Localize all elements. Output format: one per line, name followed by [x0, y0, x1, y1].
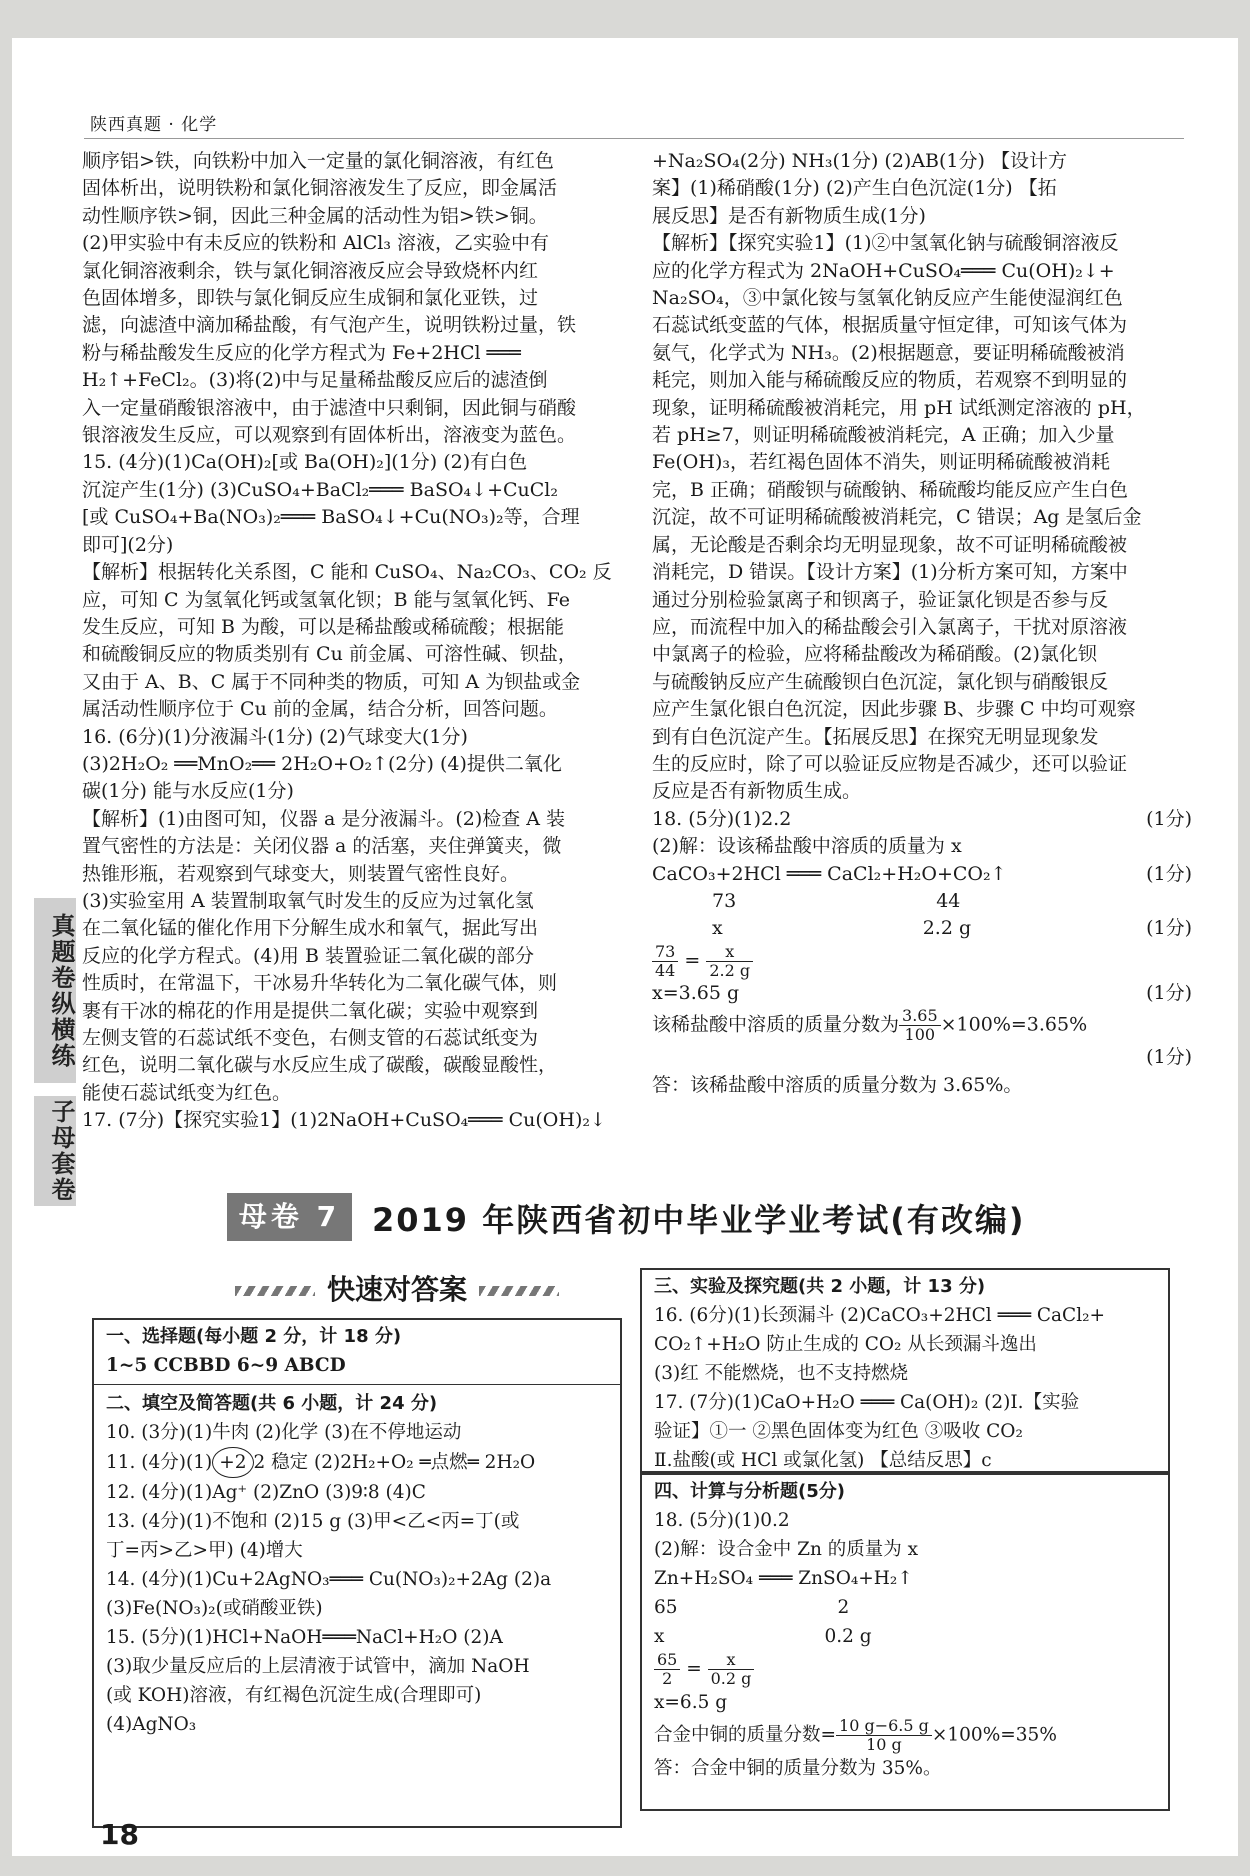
right-column-line: 应，而流程中加入的稀盐酸会引入氯离子，干扰对原溶液: [652, 615, 1128, 638]
answer-q10: 10. (3分)(1)牛肉 (2)化学 (3)在不停地运动: [106, 1422, 462, 1443]
q18-line2: (2)解：设该稀盐酸中溶质的质量为 x: [652, 835, 962, 858]
left-column-line: 发生反应，可知 B 为酸，可以是稀盐酸或稀硫酸；根据能: [82, 615, 565, 638]
left-column-line: 氯化铜溶液剩余，铁与氯化铜溶液反应会导致烧杯内红: [82, 259, 539, 282]
q18-equation: CaCO₃+2HCl ═══ CaCl₂+H₂O+CO₂↑: [652, 862, 1007, 885]
q18-points: (1分): [1146, 862, 1192, 885]
q18-mass-44: 44: [936, 889, 961, 912]
left-column-line: 和硫酸铜反应的物质类别有 Cu 前金属、可溶性碱、钡盐，: [82, 643, 577, 666]
q18-points: (1分): [1146, 1046, 1192, 1069]
side-tab-series: 真题卷纵横练: [34, 898, 76, 1083]
left-column-line: 又由于 A、B、C 属于不同种类的物质，可知 A 为钡盐或金: [82, 670, 581, 693]
right-column-line: 【解析】【探究实验1】(1)②中氢氧化钠与硫酸铜溶液反: [652, 232, 1119, 255]
q18-mass-73: 73: [712, 889, 737, 912]
q18-percent: 该稀盐酸中溶质的质量分数为 $\frac{3.65}{100}$ ×100%=3.65%: [652, 1006, 1088, 1045]
left-column-line: 性质时，在常温下，干冰易升华转化为二氧化碳气体，则: [82, 972, 558, 995]
section-heading: 二、填空及简答题(共 6 小题，计 24 分): [106, 1393, 438, 1414]
left-column-line: 动性顺序铁>铜，因此三种金属的活动性为铝>铁>铜。: [82, 204, 548, 227]
banner-tag: 母卷 7: [227, 1193, 352, 1241]
answer-q18-cont: (2)解：设合金中 Zn 的质量为 x: [654, 1539, 919, 1560]
right-column-line: 生的反应时，除了可以验证反应物是否减少，还可以验证: [652, 752, 1128, 775]
answer-q13-cont: 丁=丙>乙>甲) (4)增大: [106, 1540, 303, 1561]
left-column-line: 顺序铝>铁，向铁粉中加入一定量的氯化铜溶液，有红色: [82, 150, 554, 172]
q18-ratio: $\frac{73}{44}$ = $\frac{x}{2.2 g}$: [652, 943, 1192, 980]
right-column-line: 若 pH≥7，则证明稀硫酸被消耗完，A 正确；加入少量: [652, 424, 1115, 447]
right-column-line: 应产生氯化银白色沉淀，因此步骤 B、步骤 C 中均可观察: [652, 698, 1136, 721]
right-column-line: 耗完，则加入能与稀硫酸反应的物质，若观察不到明显的: [652, 369, 1128, 392]
left-column-line: 入一定量硝酸银溶液中，由于滤渣中只剩铜，因此铜与硝酸: [82, 396, 577, 419]
left-column-line: 沉淀产生(1分) (3)CuSO₄+BaCl₂═══ BaSO₄↓+CuCl₂: [82, 478, 558, 501]
q18-result: x=3.65 g: [652, 981, 740, 1004]
stripes-decoration: [479, 1286, 559, 1296]
section-heading: 一、选择题(每小题 2 分，计 18 分): [106, 1326, 402, 1347]
q18-points: (1分): [1146, 807, 1192, 830]
right-column-line: 中氯离子的检验，应将稀盐酸改为稀硝酸。(2)氯化钡: [652, 643, 1097, 666]
answer-q18-ratio: $\frac{65}{2}$ = $\frac{x}{0.2 g}$: [654, 1651, 1156, 1688]
left-column-line: 碳(1分) 能与水反应(1分): [82, 780, 294, 803]
left-column-line: [或 CuSO₄+Ba(NO₃)₂═══ BaSO₄↓+Cu(NO₃)₂等，合理: [82, 506, 580, 529]
right-column-line: 到有白色沉淀产生。【拓展反思】在探究无明显现象发: [652, 725, 1099, 748]
answer-q18: 18. (5分)(1)0.2: [654, 1510, 790, 1531]
page-number: 18: [100, 1818, 139, 1851]
right-column: [652, 148, 1192, 1099]
right-column-line: 反应是否有新物质生成。: [652, 780, 862, 803]
right-column-line: 完，B 正确；硝酸钡与硫酸钠、稀硫酸均能反应产生白色: [652, 478, 1129, 501]
right-column-line: Fe(OH)₃，若红褐色固体不消失，则证明稀硫酸被消耗: [652, 451, 1110, 474]
left-column: [82, 148, 622, 1135]
q18-x: x: [712, 917, 723, 940]
side-tab-set: 子母套卷: [34, 1096, 76, 1206]
left-column-line: 粉与稀盐酸发生反应的化学方程式为 Fe+2HCl ═══: [82, 341, 521, 364]
q18-points: (1分): [1146, 917, 1192, 940]
answer-q18-masses: 65 2: [654, 1597, 850, 1618]
choice-answers: 1~5 CCBBD 6~9 ABCD: [106, 1355, 346, 1376]
answer-box-left: [92, 1318, 622, 1828]
stripes-decoration: [235, 1286, 315, 1296]
left-column-line: 热锥形瓶，若观察到气球变大，则装置气密性良好。: [82, 862, 520, 885]
left-column-line: 左侧支管的石蕊试纸不变色，右侧支管的石蕊试纸变为: [82, 1027, 539, 1049]
answer-q17-cont: 验证】①一 ②黑色固体变为红色 ③吸收 CO₂: [654, 1421, 1023, 1442]
answer-q11: 11. (4分)(1) +2 2 稳定 (2)2H₂+O₂ ═点燃═ 2H₂O: [106, 1447, 608, 1478]
right-column-line: 消耗完，D 错误。【设计方案】(1)分析方案可知，方案中: [652, 561, 1128, 584]
left-column-line: 【解析】(1)由图可知，仪器 a 是分液漏斗。(2)检查 A 装: [82, 807, 566, 830]
page: [12, 38, 1238, 1856]
left-column-line: (2)甲实验中有未反应的铁粉和 AlCl₃ 溶液，乙实验中有: [82, 232, 550, 255]
right-column-line: 氨气，化学式为 NH₃。(2)根据题意，要证明稀硫酸被消: [652, 341, 1125, 364]
answer-q13: 13. (4分)(1)不饱和 (2)15 g (3)甲<乙<丙=丁(或: [106, 1511, 520, 1532]
left-column-line: 15. (4分)(1)Ca(OH)₂[或 Ba(OH)₂](1分) (2)有白色: [82, 451, 528, 474]
left-column-line: (3)实验室用 A 装置制取氧气时发生的反应为过氧化氢: [82, 889, 534, 912]
right-column-line: 沉淀，故不可证明稀硫酸被消耗完，C 错误；Ag 是氢后金: [652, 506, 1142, 529]
answer-box-right-top: [640, 1268, 1170, 1473]
left-column-line: 17. (7分)【探究实验1】(1)2NaOH+CuSO₄═══ Cu(OH)₂↓: [82, 1109, 606, 1132]
q18-line1: 18. (5分)(1)2.2: [652, 807, 792, 830]
left-column-line: 银溶液发生反应，可以观察到有固体析出，溶液变为蓝色。: [82, 424, 577, 447]
answer-q15: 15. (5分)(1)HCl+NaOH═══NaCl+H₂O (2)A: [106, 1627, 503, 1648]
answer-q14-cont: (3)Fe(NO₃)₂(或硝酸亚铁): [106, 1598, 323, 1619]
q18-g: 2.2 g: [922, 917, 972, 940]
answer-q17: 17. (7分)(1)CaO+H₂O ═══ Ca(OH)₂ (2)Ⅰ.【实验: [654, 1392, 1080, 1413]
right-column-line: 展反思】是否有新物质生成(1分): [652, 204, 926, 227]
answer-q15-cont: (3)取少量反应后的上层清液于试管中，滴加 NaOH: [106, 1656, 530, 1677]
left-column-line: 在二氧化锰的催化作用下分解生成水和氧气，据此写出: [82, 917, 539, 940]
left-column-line: 【解析】根据转化关系图，C 能和 CuSO₄、Na₂CO₃、CO₂ 反: [82, 561, 612, 584]
banner-title: 2019 年陕西省初中毕业学业考试(有改编): [372, 1201, 1026, 1239]
divider: [94, 1384, 620, 1385]
right-column-line: 属，无论酸是否剩余均无明显现象，故不可证明稀硫酸被: [652, 533, 1128, 556]
right-column-line: 应的化学方程式为 2NaOH+CuSO₄═══ Cu(OH)₂↓+: [652, 259, 1115, 282]
left-column-line: 置气密性的方法是：关闭仪器 a 的活塞，夹住弹簧夹，微: [82, 835, 562, 858]
left-column-line: (3)2H₂O₂ ══MnO₂══ 2H₂O+O₂↑(2分) (4)提供二氧化: [82, 752, 562, 775]
answer-q18-result: x=6.5 g: [654, 1692, 728, 1713]
section-heading: 四、计算与分析题(5分): [654, 1481, 845, 1502]
answer-q18-final: 答：合金中铜的质量分数为 35%。: [654, 1758, 942, 1779]
quick-answers-title: 快速对答案: [182, 1268, 612, 1308]
answer-q14: 14. (4分)(1)Cu+2AgNO₃═══ Cu(NO₃)₂+2Ag (2)a: [106, 1569, 552, 1590]
section-heading: 三、实验及探究题(共 2 小题，计 13 分): [654, 1276, 986, 1297]
answer-q16-cont: CO₂↑+H₂O 防止生成的 CO₂ 从长颈漏斗逸出: [654, 1334, 1037, 1355]
answer-q18-unknowns: x 0.2 g: [654, 1626, 872, 1647]
left-column-line: 固体析出，说明铁粉和氯化铜溶液发生了反应，即金属活: [82, 177, 558, 200]
q18-solution: [652, 806, 1192, 1099]
right-column-line: Na₂SO₄，③中氯化铵与氢氧化钠反应产生能使湿润红色: [652, 287, 1123, 310]
left-column-line: 裹有干冰的棉花的作用是提供二氧化碳；实验中观察到: [82, 999, 539, 1022]
q18-answer: 答：该稀盐酸中溶质的质量分数为 3.65%。: [652, 1073, 1023, 1096]
header-divider: [84, 138, 1184, 139]
left-column-line: 应，可知 C 为氢氧化钙或氢氧化钡；B 能与氢氧化钙、Fe: [82, 588, 571, 611]
left-column-line: 16. (6分)(1)分液漏斗(1分) (2)气球变大(1分): [82, 725, 468, 748]
running-header: 陕西真题 · 化学: [90, 115, 218, 135]
left-column-line: 即可](2分): [82, 533, 174, 556]
answer-q16-cont: (3)红 不能燃烧，也不支持燃烧: [654, 1363, 909, 1384]
right-column-line: 案】(1)稀硝酸(1分) (2)产生白色沉淀(1分) 【拓: [652, 177, 1057, 200]
left-column-line: 反应的化学方程式。(4)用 B 装置验证二氧化碳的部分: [82, 944, 534, 967]
left-column-line: 滤，向滤渣中滴加稀盐酸，有气泡产生，说明铁粉过量，铁: [82, 314, 577, 337]
right-column-line: 通过分别检验氯离子和钡离子，验证氯化钡是否参与反: [652, 588, 1109, 611]
right-column-line: 石蕊试纸变蓝的气体，根据质量守恒定律，可知该气体为: [652, 314, 1128, 337]
right-column-line: 现象，证明稀硫酸被消耗完，用 pH 试纸测定溶液的 pH，: [652, 396, 1146, 419]
right-column-line: +Na₂SO₄(2分) NH₃(1分) (2)AB(1分) 【设计方: [652, 150, 1067, 172]
left-column-line: H₂↑+FeCl₂。(3)将(2)中与足量稀盐酸反应后的滤渣倒: [82, 369, 548, 392]
answer-q15-cont: (4)AgNO₃: [106, 1714, 197, 1735]
right-column-line: 与硫酸钠反应产生硫酸钡白色沉淀，氯化钡与硝酸银反: [652, 670, 1109, 693]
left-column-line: 属活动性顺序位于 Cu 前的金属，结合分析，回答问题。: [82, 698, 558, 721]
answer-q15-cont: (或 KOH)溶液，有红褐色沉淀生成(合理即可): [106, 1685, 482, 1706]
exam-banner: [227, 1193, 1187, 1241]
answer-box-right-bottom: [640, 1473, 1170, 1811]
answer-q12: 12. (4分)(1)Ag⁺ (2)ZnO (3)9∶8 (4)C: [106, 1482, 426, 1503]
answer-q17-cont: Ⅱ.盐酸(或 HCl 或氯化氢) 【总结反思】c: [654, 1450, 992, 1471]
answer-q16: 16. (6分)(1)长颈漏斗 (2)CaCO₃+2HCl ═══ CaCl₂+: [654, 1305, 1106, 1326]
left-column-line: 能使石蕊试纸变为红色。: [82, 1081, 292, 1104]
answer-q18-eq: Zn+H₂SO₄ ═══ ZnSO₄+H₂↑: [654, 1568, 913, 1589]
left-column-line: 色固体增多，即铁与氯化铜反应生成铜和氯化亚铁，过: [82, 287, 539, 310]
left-column-line: 红色，说明二氧化碳与水反应生成了碳酸，碳酸显酸性，: [82, 1054, 558, 1077]
q18-points: (1分): [1146, 981, 1192, 1004]
answer-q18-percent: 合金中铜的质量分数= $\frac{10 g-6.5 g}{10 g}$ ×100%=35%: [654, 1716, 1057, 1754]
